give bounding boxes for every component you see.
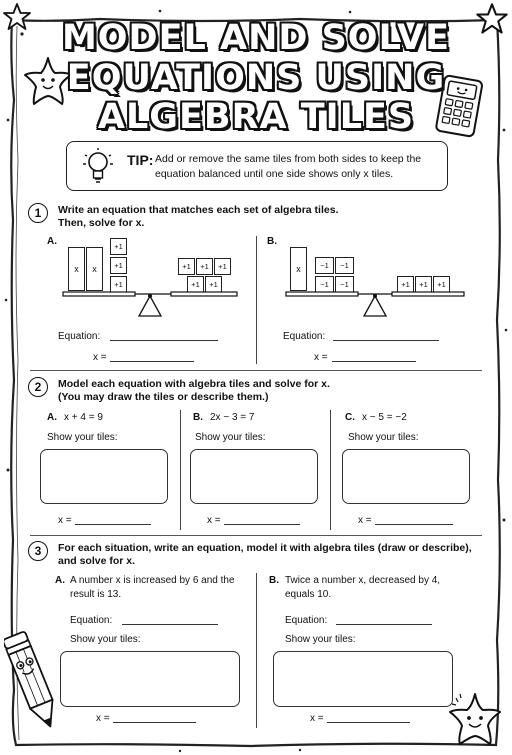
q2-c-tiles-box[interactable] (342, 449, 470, 504)
q2-b-show-label: Show your tiles: (195, 432, 266, 443)
q3-a-label: A. (55, 575, 65, 586)
q2-c-label: C. (345, 412, 355, 423)
q2-a-equation: x + 4 = 9 (64, 412, 103, 423)
q3-a-x-label: x = (96, 713, 110, 724)
question-3-number: 3 (28, 541, 48, 561)
negative-unit-tile: −1 (315, 257, 334, 274)
q3-a-text-line-2: result is 13. (70, 589, 122, 600)
tip-text: Add or remove the same tiles from both sides to keep the equation balanced until one side shows only x tiles. (155, 153, 422, 180)
q3-b-equation-label: Equation: (285, 615, 328, 626)
q2-b-label: B. (193, 412, 203, 423)
unit-tile: +1 (433, 276, 450, 293)
question-2-number: 2 (28, 377, 48, 397)
q2-c-show-label: Show your tiles: (348, 432, 419, 443)
unit-tile: +1 (110, 238, 127, 255)
q1-a-equation-label: Equation: (58, 331, 101, 342)
unit-tile: +1 (110, 276, 127, 293)
q2-a-tiles-box[interactable] (40, 449, 168, 504)
question-2-line-2: (You may draw the tiles or describe them.) (58, 391, 269, 403)
x-tile: x (68, 247, 85, 291)
smiling-star-icon (446, 690, 504, 748)
x-tile: x (290, 247, 307, 291)
q1-part-a-label: A. (47, 236, 57, 247)
question-2-line-1: Model each equation with algebra tiles and solve for x. (58, 378, 330, 390)
q3-b-equation-blank[interactable] (336, 624, 432, 625)
lightbulb-icon (81, 146, 115, 186)
q3-a-show-label: Show your tiles: (70, 634, 141, 645)
unit-tile: +1 (415, 276, 432, 293)
question-3-line-2: and solve for x. (58, 555, 136, 567)
q2-c-equation: x − 5 = −2 (362, 412, 407, 423)
tip-label: TIP: (127, 152, 154, 168)
question-1-line-1: Write an equation that matches each set of algebra tiles. (58, 204, 339, 216)
q3-b-x-blank[interactable] (327, 722, 410, 723)
q3-b-tiles-box[interactable] (273, 651, 453, 707)
q2-divider-1 (180, 410, 181, 530)
section-divider (30, 370, 482, 371)
q2-b-tiles-box[interactable] (190, 449, 318, 504)
q3-a-equation-blank[interactable] (122, 624, 218, 625)
pencil-mascot-icon (4, 626, 60, 736)
title-line-3: ALGEBRA TILES (97, 97, 415, 137)
q2-c-x-label: x = (358, 515, 372, 526)
balance-scale (55, 290, 245, 320)
unit-tile: +1 (187, 276, 204, 293)
q1-part-b-label: B. (267, 236, 277, 247)
negative-unit-tile: −1 (315, 276, 334, 293)
q2-a-show-label: Show your tiles: (47, 432, 118, 443)
title-line-1: MODEL AND SOLVE (61, 18, 451, 58)
question-3-line-1: For each situation, write an equation, model it with algebra tiles (draw or describe), (58, 542, 472, 554)
x-tile: x (86, 247, 103, 291)
unit-tile: +1 (110, 257, 127, 274)
q2-divider-2 (330, 410, 331, 530)
q1-b-x-blank[interactable] (332, 361, 416, 362)
q2-b-x-blank[interactable] (224, 524, 300, 525)
q3-b-text-line-1: Twice a number x, decreased by 4, (285, 575, 441, 586)
q2-a-label: A. (47, 412, 57, 423)
tip-box (66, 141, 448, 191)
q3-b-label: B. (269, 575, 279, 586)
q2-b-equation: 2x − 3 = 7 (210, 412, 255, 423)
question-1-line-2: Then, solve for x. (58, 217, 145, 229)
title-line-2: EQUATIONS USING (66, 58, 446, 98)
q1-b-equation-blank[interactable] (333, 340, 439, 341)
q2-c-x-blank[interactable] (375, 524, 453, 525)
q1-divider (256, 236, 257, 364)
q2-b-x-label: x = (207, 515, 221, 526)
q1-a-x-label: x = (93, 352, 107, 363)
q3-divider (256, 573, 257, 728)
question-1-number: 1 (28, 203, 48, 223)
negative-unit-tile: −1 (335, 257, 354, 274)
q1-a-x-blank[interactable] (110, 361, 194, 362)
q3-a-x-blank[interactable] (113, 722, 196, 723)
unit-tile: +1 (196, 258, 213, 275)
q3-b-text-line-2: equals 10. (285, 589, 332, 600)
q2-a-x-blank[interactable] (75, 524, 151, 525)
negative-unit-tile: −1 (335, 276, 354, 293)
q1-b-equation-label: Equation: (283, 331, 326, 342)
q2-a-x-label: x = (58, 515, 72, 526)
q1-b-x-label: x = (314, 352, 328, 363)
unit-tile: +1 (397, 276, 414, 293)
q3-b-x-label: x = (310, 713, 324, 724)
unit-tile: +1 (214, 258, 231, 275)
unit-tile: +1 (205, 276, 222, 293)
q3-a-text-line-1: A number x is increased by 6 and the (70, 575, 235, 586)
q3-a-tiles-box[interactable] (60, 651, 240, 707)
q3-a-equation-label: Equation: (70, 615, 113, 626)
section-divider (30, 535, 482, 536)
q1-a-equation-blank[interactable] (110, 340, 218, 341)
balance-scale (280, 290, 470, 320)
unit-tile: +1 (178, 258, 195, 275)
q3-b-show-label: Show your tiles: (285, 634, 356, 645)
